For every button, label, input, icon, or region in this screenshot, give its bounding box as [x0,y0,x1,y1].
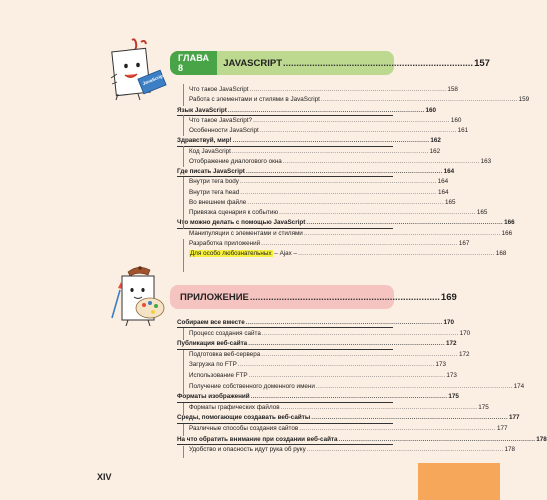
toc-entry[interactable] [189,350,470,359]
toc-entry-title: Здравствуй, мир! [177,137,232,145]
leader-dots: ................................................................................................ [249,86,447,93]
toc-entry[interactable] [189,249,507,258]
toc-section-heading[interactable] [177,106,437,115]
toc-entry-title: Что можно делать с помощью JavaScript [177,219,306,227]
toc-entry[interactable] [189,371,457,380]
toc-page-number: 160 [450,116,462,124]
leader-dots: ................................................................................................ [261,329,459,337]
toc-page-number: 177 [508,414,520,422]
toc-entry[interactable] [189,445,516,454]
toc-page-number: 164 [437,178,449,186]
toc-entry-title: Публикация веб-сайта [177,340,248,348]
toc-entry-title: Удобство и опасность идут рука об руку [189,446,306,454]
toc-page-number: 173 [435,361,447,369]
leader-dots: ................................................................................................ [315,382,513,390]
toc-entry-title: Собираем все вместе [177,319,245,326]
toc-entry-title: Код JavaScript [189,147,231,155]
toc-entry-title: Форматы изображений [177,393,250,401]
toc-page-number: 159 [518,96,530,104]
toc-page-number: 163 [480,157,492,165]
toc-entry[interactable] [189,126,469,135]
toc-page-number: 161 [457,127,469,134]
chapter-page-number: 157 [474,57,490,69]
toc-indent-line [183,146,184,167]
leader-dots: ................................................................................................ [279,209,476,216]
leader-dots: ................................................................................................ [298,250,495,257]
leader-dots: ................................................................................................ [231,147,429,155]
chapter-8-banner[interactable] [170,51,490,75]
footer-color-tab [418,463,500,500]
leader-dots: ................................................................................................ [232,137,430,145]
toc-entry-title: Во внешнем файле [189,198,247,206]
toc-page-number: 167 [458,239,470,247]
toc-page-number: 166 [504,219,515,227]
toc-entry-title: Что такое JavaScript [189,86,249,93]
toc-entry-title: Среды, помогающие создавать веб-сайты [177,414,311,422]
leader-dots: ................................................................................................ [320,96,518,104]
toc-section-heading[interactable] [177,218,515,227]
toc-page-number: 164 [437,188,449,196]
chapter-number-badge: ГЛАВА 8 [170,51,217,75]
appendix-title: ПРИЛОЖЕНИЕ [180,291,249,303]
toc-page-number: 177 [496,425,508,432]
toc-entry[interactable] [189,403,489,412]
leader-dots: ................................................................................................ [311,414,508,422]
toc-page-number: 170 [443,319,455,326]
artist-mascot-with-palette-illustration [108,262,170,328]
leader-dots: ................................................................................................ [299,425,496,432]
javascript-sticker-label: JavaScript [141,72,165,87]
toc-section-heading[interactable] [177,435,547,444]
toc-page-number: 172 [445,340,457,348]
toc-entry[interactable] [189,329,471,338]
toc-page-number: 178 [536,435,547,443]
toc-page-number: 165 [476,209,488,216]
toc-entry-title: Процесс создания сайта [189,329,261,337]
toc-page-number: 162 [429,147,441,155]
toc-indent-line [183,84,184,106]
toc-entry-title: Где писать JavaScript [177,168,245,175]
toc-entry[interactable] [189,239,470,248]
toc-entry-title: Загрузка по FTP [189,361,237,369]
toc-section-heading[interactable] [177,167,455,176]
toc-entry[interactable] [189,147,441,156]
toc-entry[interactable] [189,116,462,125]
toc-section-heading[interactable] [177,136,441,145]
toc-page-number: 173 [446,372,457,379]
toc-entry[interactable] [189,85,458,94]
toc-entry-title: Особенности JavaScript [189,127,259,134]
leader-dots: ................................................................................................ [227,106,425,114]
mascot-with-javascript-sticker-illustration [108,38,170,102]
toc-indent-line [183,350,184,394]
toc-entry-title: Отображение диалогового окна [189,157,282,165]
toc-entry-title: Внутри тега head [189,188,240,196]
toc-entry-title: Для особо любознательных [190,250,272,257]
toc-entry-title: На что обратить внимание при создании веб-сайта [177,435,338,443]
toc-entry-title: Что такое JavaScript? [189,116,253,124]
toc-page-number: 164 [443,168,455,175]
leader-dots: ................................................................................................ [280,403,478,411]
toc-page-number: 165 [445,198,456,206]
leader-dots: ................................................................................................ [250,393,448,401]
toc-indent-line [183,403,184,415]
toc-entry[interactable] [189,177,449,186]
toc-page-number: 168 [495,250,507,257]
leader-dots: ................................................................................................ [261,350,458,358]
appendix-page-number: 169 [440,291,457,303]
toc-entry-title: Форматы графических файлов [189,403,280,411]
leader-dots: ................................................................................................ [306,446,504,454]
leader-dots: ................................................................................................ [253,116,450,124]
toc-page-number: 162 [430,137,441,145]
leader-dots: ................................................................................................ [306,219,504,227]
toc-indent-line [183,446,184,458]
toc-indent-line [183,328,184,340]
toc-entry[interactable] [189,229,513,238]
toc-page-number: 158 [447,86,458,93]
toc-entry-title: Работа с элементами и стилями в JavaScript [189,96,320,104]
leader-dots: ................................................................................................ [303,229,501,237]
toc-entry-title: Внутри тега body [189,178,239,186]
toc-entry[interactable] [189,424,508,433]
toc-entry-title: Подготовка веб-сервера [189,350,261,358]
toc-page-number: 160 [425,106,437,114]
toc-entry[interactable] [189,208,488,217]
leader-dots: ................................................................................................ [247,198,445,206]
leader-dots: ................................................................................................ [245,168,443,175]
appendix-banner[interactable] [170,285,457,309]
toc-entry[interactable] [189,382,525,391]
toc-entry[interactable] [189,188,449,197]
toc-entry-title: Привязка сценария к событию [189,209,279,216]
leader-dots: ........................................................................ [283,57,474,69]
page-number-label: XIV [97,472,112,482]
leader-dots: ................................................................................................ [338,435,536,443]
toc-indent-line [183,115,184,136]
toc-page-number: 172 [458,350,470,358]
chapter-title: JAVASCRIPT [223,57,283,69]
toc-page-number: 178 [504,446,516,454]
toc-entry[interactable] [189,198,456,207]
toc-indent-line [183,177,184,229]
leader-dots: ................................................................................................ [259,127,457,134]
toc-page-number: 174 [513,382,525,390]
toc-entry[interactable] [189,360,447,369]
toc-entry-title: Использование FTP [189,372,248,379]
leader-dots: ................................................................................................ [237,361,435,369]
toc-section-heading[interactable] [177,413,520,422]
leader-dots: ................................................................................................ [248,340,445,348]
leader-dots: ................................................................................................ [261,239,458,247]
leader-dots: ................................................................................................ [245,319,443,326]
toc-entry-title: Получение собственного доменного имени [189,382,315,390]
leader-dots: ................................................................................................ [282,157,480,165]
toc-indent-line [183,424,184,436]
leader-dots: ........................................................................ [249,291,440,303]
toc-page-number: 170 [459,329,471,337]
toc-indent-line [183,239,184,272]
leader-dots: ................................................................................................ [248,372,446,379]
toc-page-number: 166 [501,229,513,237]
toc-entry[interactable] [189,157,492,166]
toc-entry-title: Различные способы создания сайтов [189,425,299,432]
toc-entry[interactable] [189,95,530,104]
toc-section-heading[interactable] [177,318,455,327]
toc-entry-title: Разработка приложений [189,239,261,247]
toc-page-number: 175 [448,393,459,401]
toc-entry-title: Манипуляции с элементами и стилями [189,229,303,237]
toc-entry-suffix: – Ajax – [272,250,298,257]
toc-section-heading[interactable] [177,339,457,348]
toc-page-number: 175 [478,403,489,411]
leader-dots: ................................................................................................ [239,178,437,186]
leader-dots: ................................................................................................ [240,188,437,196]
toc-section-heading[interactable] [177,392,459,401]
toc-entry-title: Язык JavaScript [177,106,227,114]
